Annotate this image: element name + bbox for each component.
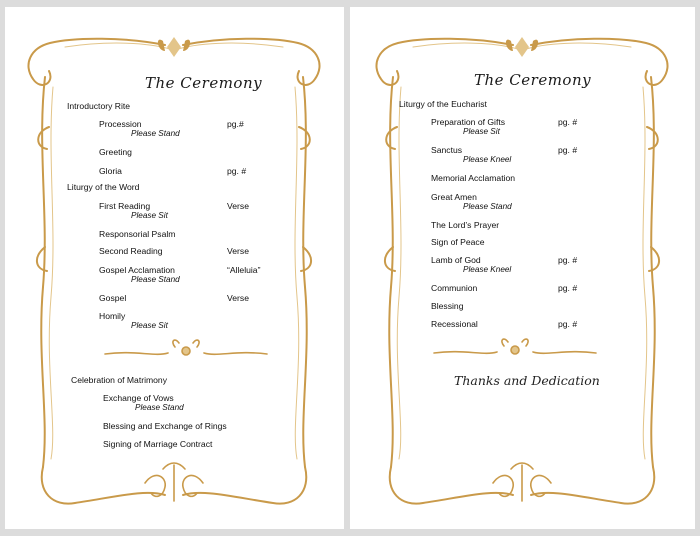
program-item-page: “Alleluia” <box>227 265 261 275</box>
program-item-note: Please Sit <box>463 127 500 136</box>
program-item-label: Gospel <box>99 293 127 303</box>
program-item-label: Greeting <box>99 147 132 157</box>
program-item-note: Please Stand <box>135 403 184 412</box>
program-item-label: Liturgy of the Word <box>67 182 140 192</box>
program-item-page: pg. # <box>227 166 247 176</box>
program-item-label: Communion <box>431 283 478 293</box>
program-page-right <box>350 7 695 529</box>
program-item-label: Great Amen <box>431 192 477 202</box>
program-item-label: Responsorial Psalm <box>99 229 176 239</box>
program-item-note: Please Stand <box>131 275 180 284</box>
program-item-note: Please Stand <box>131 129 180 138</box>
program-item-label: Sanctus <box>431 145 463 155</box>
program-item-page: Verse <box>227 293 249 303</box>
program-item-page: pg. # <box>558 283 578 293</box>
program-item-note: Please Sit <box>131 321 168 330</box>
program-item-page: pg.# <box>227 119 244 129</box>
program-item-label: Preparation of Gifts <box>431 117 506 127</box>
program-item-label: Exchange of Vows <box>103 393 174 403</box>
program-item-note: Please Sit <box>131 211 168 220</box>
program-item-label: Gospel Acclamation <box>99 265 175 275</box>
program-item-label: Introductory Rite <box>67 101 131 111</box>
program-item-page: Verse <box>227 201 249 211</box>
program-item-page: pg. # <box>558 117 578 127</box>
program-item-label: First Reading <box>99 201 151 211</box>
ceremony-title: The Ceremony <box>474 71 592 89</box>
program-item-label: Blessing and Exchange of Rings <box>103 421 227 431</box>
program-item-label: Procession <box>99 119 142 129</box>
program-item-label: Second Reading <box>99 246 163 256</box>
program-item-label: Memorial Acclamation <box>431 173 516 183</box>
program-item-label: Lamb of God <box>431 255 481 265</box>
program-item-label: Blessing <box>431 301 464 311</box>
closing-heading: Thanks and Dedication <box>454 373 600 388</box>
program-item-label: Gloria <box>99 166 122 176</box>
program-item-note: Please Kneel <box>463 155 512 164</box>
program-item-page: pg. # <box>558 145 578 155</box>
program-item-label: Sign of Peace <box>431 237 485 247</box>
program-item-label: Homily <box>99 311 126 321</box>
program-item-label: Recessional <box>431 319 478 329</box>
program-item-page: pg. # <box>558 319 578 329</box>
program-item-note: Please Stand <box>463 202 512 211</box>
program-item-label: Signing of Marriage Contract <box>103 439 213 449</box>
program-item-page: pg. # <box>558 255 578 265</box>
program-item-label: The Lord’s Prayer <box>431 220 500 230</box>
program-item-note: Please Kneel <box>463 265 512 274</box>
ceremony-title: The Ceremony <box>145 74 263 92</box>
program-item-label: Celebration of Matrimony <box>71 375 168 385</box>
program-item-page: Verse <box>227 246 249 256</box>
program-page-left <box>5 7 344 529</box>
program-item-label: Liturgy of the Eucharist <box>399 99 487 109</box>
